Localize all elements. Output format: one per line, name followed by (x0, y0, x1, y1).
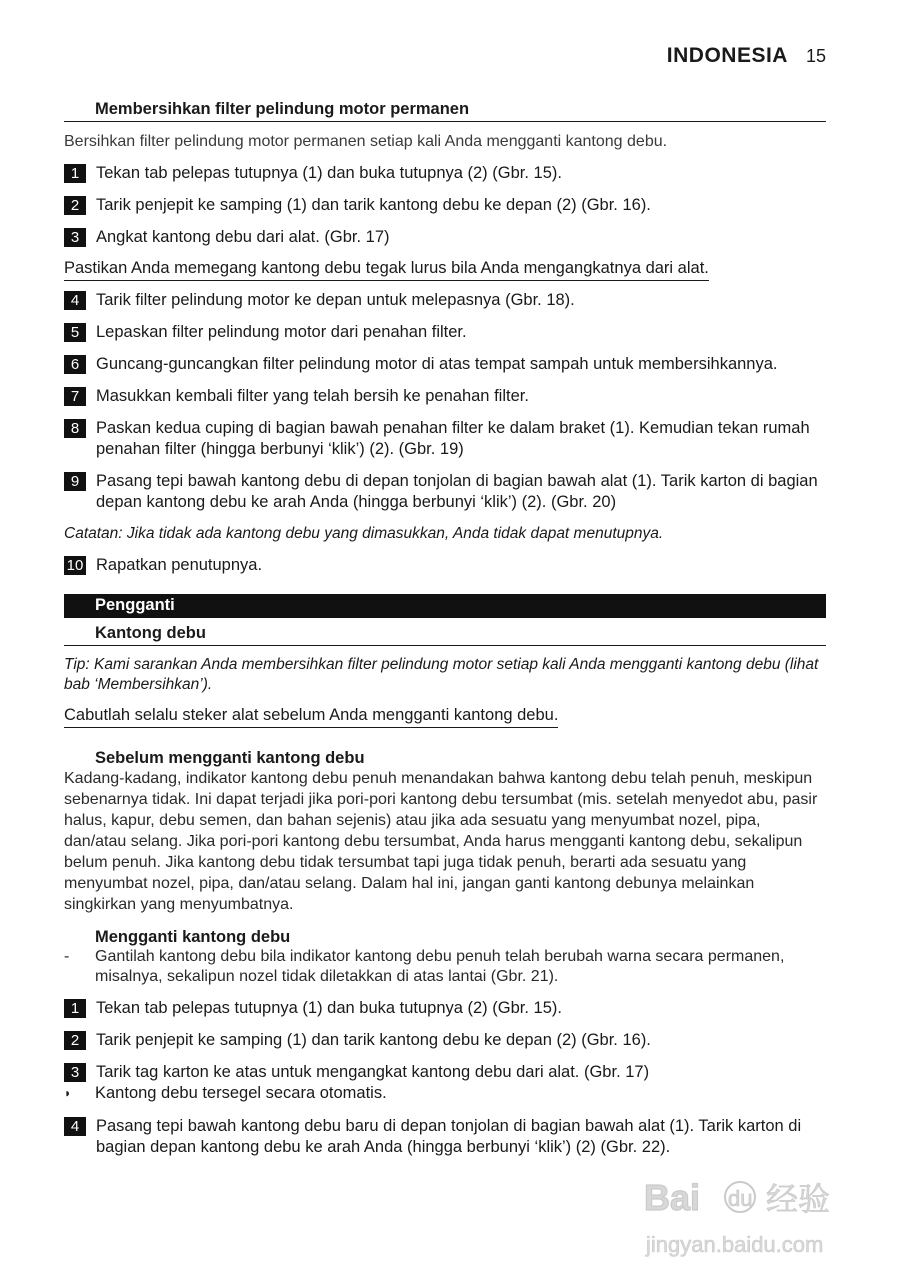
language-label: INDONESIA (666, 44, 788, 67)
steps-list (64, 163, 826, 248)
step-item (64, 418, 826, 460)
subsection-heading: Sebelum mengganti kantong debu (95, 749, 365, 767)
step-number: 1 (64, 164, 86, 183)
warning-text: Cabutlah selalu steker alat sebelum Anda mengganti kantong debu. (64, 705, 558, 728)
step-item (64, 1030, 826, 1051)
step-text: Tekan tab pelepas tutupnya (1) dan buka tutupnya (2) (Gbr. 15). (96, 999, 562, 1017)
step-item (64, 290, 826, 311)
svg-text:经验: 经验 (766, 1180, 831, 1218)
svg-text:du: du (728, 1186, 753, 1211)
step-number: 1 (64, 999, 86, 1018)
dash-marker: - (64, 948, 70, 965)
svg-text:jingyan.baidu.com: jingyan.baidu.com (646, 1232, 824, 1257)
step-item (64, 1062, 826, 1083)
step-item (64, 163, 826, 184)
warning-text: Pastikan Anda memegang kantong debu tegak lurus bila Anda mengangkatnya dari alat. (64, 258, 709, 281)
page-content (64, 100, 826, 1158)
subsection-heading: Mengganti kantong debu (95, 928, 291, 946)
step-number: 5 (64, 323, 86, 342)
step-item (64, 471, 826, 513)
step-text: Tarik penjepit ke samping (1) dan tarik kantong debu ke depan (2) (Gbr. 16). (96, 196, 651, 214)
step-text: Tarik tag karton ke atas untuk mengangkat kantong debu dari alat. (Gbr. 17) (96, 1063, 650, 1081)
step-number: 2 (64, 1031, 86, 1050)
step-text: Tekan tab pelepas tutupnya (1) dan buka tutupnya (2) (Gbr. 15). (96, 164, 562, 182)
step-number: 3 (64, 228, 86, 247)
section-heading: Membersihkan filter pelindung motor permanen (64, 100, 826, 122)
step-item (64, 227, 826, 248)
section-heading: Kantong debu (64, 624, 826, 646)
step-text: Pasang tepi bawah kantong debu di depan tonjolan di bagian bawah alat (1). Tarik karton di bagian depan kantong debu ke arah Anda (hingga berbunyi ‘klik’) (2). (Gbr. 20) (96, 472, 818, 511)
step-text: Paskan kedua cuping di bagian bawah penahan filter ke dalam braket (1). Kemudian tekan rumah penahan filter (hingga berbunyi ‘klik’) (2). (Gbr. 19) (96, 419, 810, 458)
step-item (64, 195, 826, 216)
step-item (64, 555, 826, 576)
step-item (64, 322, 826, 343)
step-text: Angkat kantong debu dari alat. (Gbr. 17) (96, 228, 390, 246)
step-number: 7 (64, 387, 86, 406)
steps-list (64, 290, 826, 513)
step-number: 8 (64, 419, 86, 438)
page-number: 15 (805, 46, 826, 66)
baidu-watermark-logo (640, 1170, 860, 1270)
steps-list (64, 998, 826, 1158)
step-text: Lepaskan filter pelindung motor dari penahan filter. (96, 323, 467, 341)
step-text: Guncang-guncangkan filter pelindung motor di atas tempat sampah untuk membersihkannya. (96, 355, 778, 373)
svg-text:Bai: Bai (644, 1177, 701, 1218)
step-item (64, 386, 826, 407)
dash-text: Gantilah kantong debu bila indikator kantong debu penuh telah berubah warna secara permanen, misalnya, sekalipun nozel tidak diletakkan di atas lantai (Gbr. 21). (95, 948, 785, 985)
step-text: Tarik filter pelindung motor ke depan untuk melepasnya (Gbr. 18). (96, 291, 575, 309)
step-text: Rapatkan penutupnya. (96, 556, 263, 574)
step-text: Masukkan kembali filter yang telah bersih ke penahan filter. (96, 387, 529, 405)
page-header (667, 44, 826, 68)
result-marker-icon: ◗ (64, 1086, 72, 1100)
intro-paragraph: Bersihkan filter pelindung motor permanen setiap kali Anda mengganti kantong debu. (64, 133, 668, 150)
step-number: 2 (64, 196, 86, 215)
result-item (64, 1083, 826, 1104)
chapter-bar-heading: Pengganti (64, 594, 826, 618)
note-text: Catatan: Jika tidak ada kantong debu yang dimasukkan, Anda tidak dapat menutupnya. (64, 525, 664, 542)
step-number: 6 (64, 355, 86, 374)
body-paragraph: Kadang-kadang, indikator kantong debu penuh menandakan bahwa kantong debu telah penuh, meskipun sebenarnya tidak. Ini dapat terjadi jika pori-pori kantong debu tersumbat (mis. setelah menyedot abu, pasir halus, kapur, debu semen, dan bahan sejenis) atau jika ada sesuatu yang menyumbat nozel, pipa, dan/atau selang. Jika pori-pori kantong debu tersumbat, Anda harus mengganti kantong debu, sekalipun belum penuh. Jika kantong debu tidak tersumbat tapi juga tidak penuh, berarti ada sesuatu yang menyumbat nozel, pipa, dan/atau selang. Dalam hal ini, jangan ganti kantong debunya melainkan singkirkan yang menyumbatnya. (64, 770, 818, 913)
step-number: 4 (64, 1117, 86, 1136)
step-item (64, 354, 826, 375)
dash-list-item (64, 947, 826, 987)
step-item (64, 1116, 826, 1158)
step-text: Tarik penjepit ke samping (1) dan tarik kantong debu ke depan (2) (Gbr. 16). (96, 1031, 651, 1049)
result-text: Kantong debu tersegel secara otomatis. (95, 1084, 387, 1102)
step-number: 10 (64, 556, 86, 575)
tip-text: Tip: Kami sarankan Anda membersihkan filter pelindung motor setiap kali Anda mengganti kantong debu (lihat bab ‘Membersihkan’). (64, 656, 819, 693)
step-number: 9 (64, 472, 86, 491)
step-number: 4 (64, 291, 86, 310)
step-number: 3 (64, 1063, 86, 1082)
step-text: Pasang tepi bawah kantong debu baru di depan tonjolan di bagian bawah alat (1). Tarik karton di bagian depan kantong debu ke arah Anda (hingga berbunyi ‘klik’) (2) (Gbr. 22). (96, 1117, 802, 1156)
step-item (64, 998, 826, 1019)
